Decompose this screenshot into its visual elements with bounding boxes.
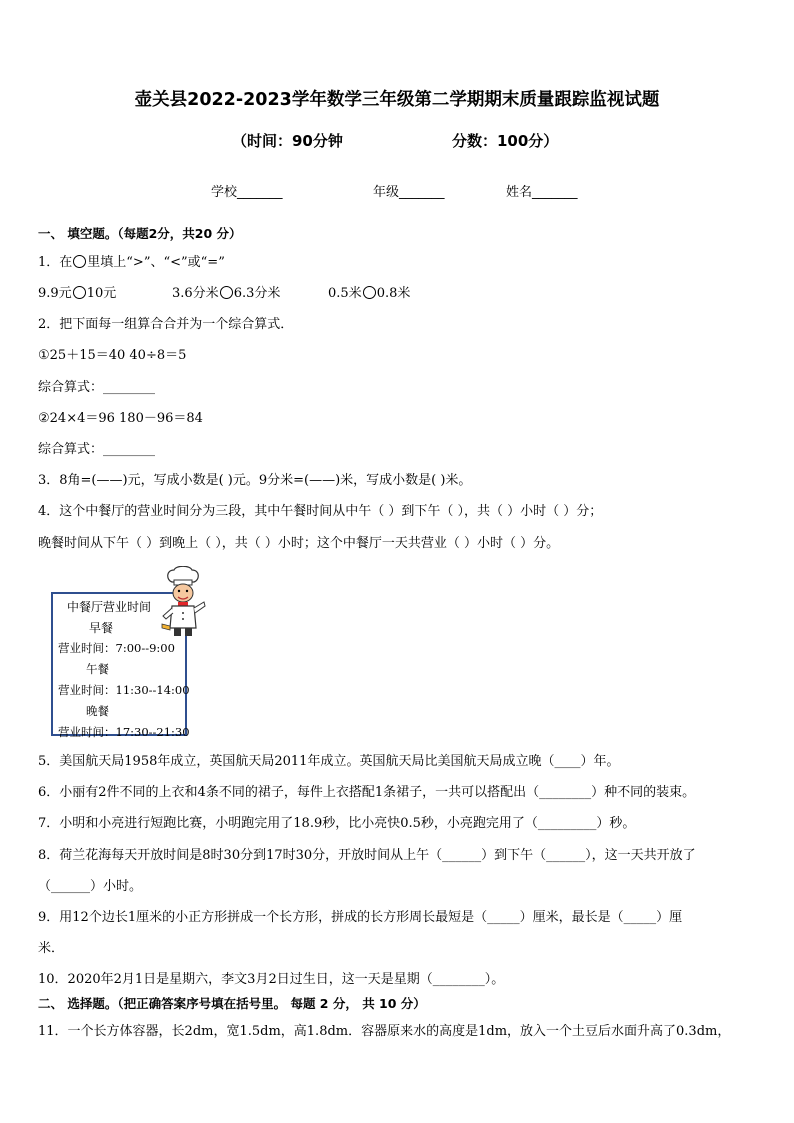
compare-circle-input[interactable] (363, 286, 376, 299)
page-title: 壶关县2022-2023学年数学三年级第二学期期末质量跟踪监视试题 (134, 90, 660, 110)
compare-right: 6.3分米 (233, 286, 281, 301)
chef-illustration (160, 566, 206, 638)
question-7: 7．小明和小亮进行短跑比赛，小明跑完用了18.9秒，比小亮快0.5秒，小亮跑完用了（_________）秒。 (38, 816, 636, 831)
question-1-compare-c (328, 282, 410, 301)
dinner-label: 晚餐 (86, 704, 109, 718)
question-8-line-1: 8．荷兰花海每天开放时间是8时30分到17时30分，开放时间从上午（______）到下午（______），这一天共开放了 (38, 848, 696, 863)
question-3: 3．8角=(——)元，写成小数是( )元。9分米=(——)米，写成小数是( )米。 (38, 473, 472, 488)
school-field[interactable]: 学校_______ (211, 185, 283, 200)
question-1-text: 1．在 (38, 255, 73, 270)
breakfast-label: 早餐 (89, 621, 114, 635)
breakfast-hours: 营业时间：7:00--9:00 (58, 641, 175, 655)
question-2-text: 2．把下面每一组算合合并为一个综合算式． (38, 317, 294, 332)
question-4-line-1: 4．这个中餐厅的营业时间分为三段，其中午餐时间从中午（ ）到下午（ ），共（ ）小时（ ）分； (38, 504, 603, 519)
compare-circle-input[interactable] (73, 286, 86, 299)
compare-right: 0.8米 (376, 286, 411, 301)
schedule-title: 中餐厅营业时间 (67, 600, 152, 614)
question-10: 10．2020年2月1日是星期六，李文3月2日过生日，这一天是星期（________）。 (38, 972, 505, 987)
question-5: 5．美国航天局1958年成立，英国航天局2011年成立。英国航天局比美国航天局成立晚（____）年。 (38, 754, 620, 769)
compare-left: 9.9元 (38, 286, 72, 301)
question-2-answer-2[interactable]: 综合算式：________ (38, 442, 156, 457)
question-2-group-2: ②24×4＝96 180－96＝84 (38, 411, 203, 426)
question-2-answer-1[interactable]: 综合算式：________ (38, 380, 156, 395)
question-1-instruction: 里填上“>”、“<”或“=” (87, 255, 225, 270)
compare-left: 0.5米 (328, 286, 362, 301)
dinner-hours: 营业时间：17:30--21:30 (58, 725, 190, 739)
question-1 (38, 251, 225, 270)
question-4-line-2: 晚餐时间从下午（ ）到晚上（ ），共（ ）小时；这个中餐厅一天共营业（ ）小时（ ）分。 (38, 536, 560, 551)
circle-icon (73, 255, 86, 268)
section-heading-choice: 二、 选择题。（把正确答案序号填在括号里。 每题 2 分， 共 10 分） (38, 996, 426, 1011)
lunch-label: 午餐 (86, 662, 109, 676)
question-9-line-1: 9．用12个边长1厘米的小正方形拼成一个长方形，拼成的长方形周长最短是（_____）厘米，最长是（_____）厘 (38, 910, 683, 925)
question-1-compare-a (38, 282, 116, 301)
exam-score: 分数：100分） (452, 132, 559, 150)
compare-right: 10元 (86, 286, 117, 301)
compare-left: 3.6分米 (172, 286, 219, 301)
question-2-group-1: ①25＋15＝40 40÷8＝5 (38, 348, 187, 363)
name-field[interactable]: 姓名_______ (506, 185, 578, 200)
lunch-hours: 营业时间：11:30--14:00 (58, 683, 190, 697)
question-6: 6．小丽有2件不同的上衣和4条不同的裙子，每件上衣搭配1条裙子，一共可以搭配出（________）种不同的装束。 (38, 785, 696, 800)
section-heading-fill-blank: 一、 填空题。（每题2分，共20 分） (38, 226, 242, 241)
question-11: 11．一个长方体容器，长2dm，宽1.5dm，高1.8dm．容器原来水的高度是1dm，放入一个土豆后水面升高了0.3dm， (38, 1024, 731, 1039)
exam-time: （时间：90分钟 (232, 132, 343, 150)
question-1-compare-b (172, 282, 280, 301)
compare-circle-input[interactable] (220, 286, 233, 299)
question-9-line-2: 米． (38, 941, 65, 956)
question-8-line-2: （______）小时。 (38, 879, 143, 894)
grade-field[interactable]: 年级_______ (373, 185, 445, 200)
